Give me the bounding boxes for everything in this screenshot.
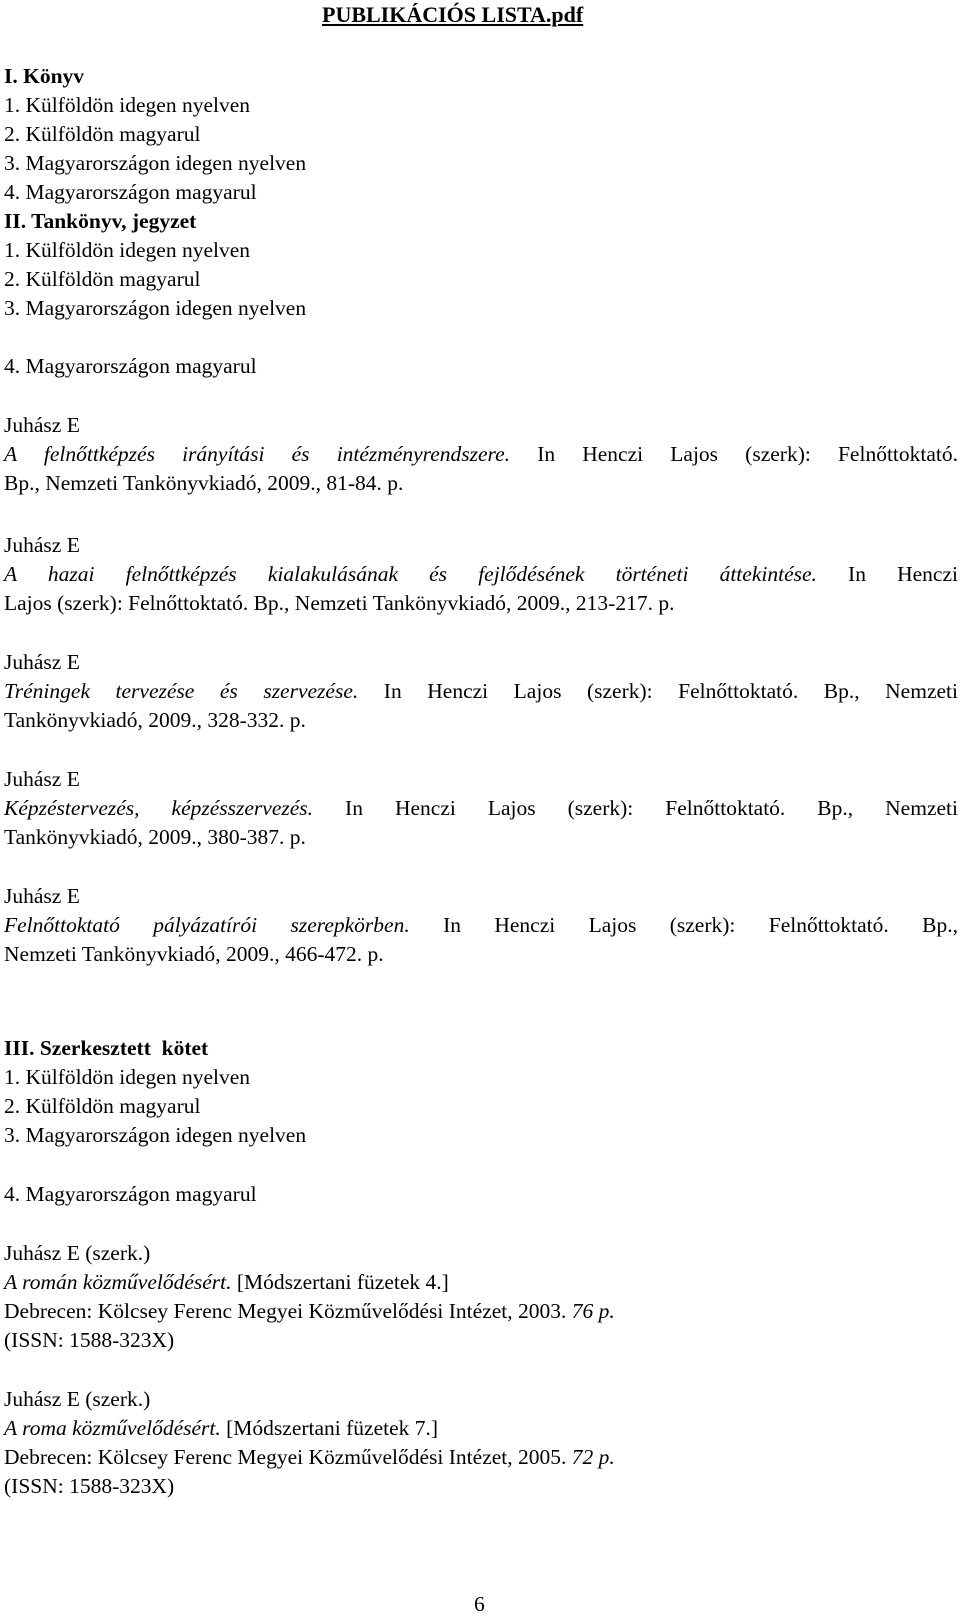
entry-title: Képzéstervezés, képzésszervezés. (4, 796, 314, 820)
entry-pages: 76 p. (571, 1299, 615, 1323)
entry-author: Juhász E (4, 650, 80, 674)
entry-line (4, 1443, 615, 1471)
entry-source: In Henczi Lajos (szerk): Felnőttoktató. (510, 442, 959, 466)
entry-author: Juhász E (szerk.) (4, 1241, 151, 1265)
entry-source: In Henczi Lajos (szerk): Felnőttoktató. Bp., (409, 913, 958, 937)
entry-title: A felnőttképzés irányítási és intézményrendszere. (4, 442, 511, 466)
entry-title: Felnőttoktató pályázatírói szerepkörben. (4, 913, 410, 937)
entry-line (4, 1268, 449, 1296)
list-item: 1. Külföldön idegen nyelven (4, 238, 251, 262)
entry-line (4, 911, 958, 939)
entry-line: Nemzeti Tankönyvkiadó, 2009., 466-472. p. (4, 942, 384, 966)
entry-source: In Henczi Lajos (szerk): Felnőttoktató. Bp., Nemzeti (313, 796, 958, 820)
list-item: 4. Magyarországon magyarul (4, 1182, 257, 1206)
page-number: 6 (474, 1592, 485, 1616)
entry-line (4, 440, 958, 468)
list-item: 3. Magyarországon idegen nyelven (4, 151, 307, 175)
document-title: PUBLIKÁCIÓS LISTA.pdf (322, 2, 584, 27)
entry-author: Juhász E (4, 884, 80, 908)
entry-pages: 72 p. (571, 1445, 615, 1469)
entry-title: Tréningek tervezése és szervezése. (4, 679, 359, 703)
entry-title: A hazai felnőttképzés kialakulásának és fejlődésének történeti áttekintése. (4, 562, 817, 586)
entry-publisher: Debrecen: Kölcsey Ferenc Megyei Közművelődési Intézet, 2005. (4, 1445, 572, 1469)
entry-issn: (ISSN: 1588-323X) (4, 1474, 175, 1498)
entry-line: Tankönyvkiadó, 2009., 328-332. p. (4, 708, 306, 732)
entry-publisher: Debrecen: Kölcsey Ferenc Megyei Közművelődési Intézet, 2003. (4, 1299, 572, 1323)
entry-title: A román közművelődésért. (4, 1270, 232, 1294)
list-item: 2. Külföldön magyarul (4, 267, 201, 291)
entry-author: Juhász E (4, 413, 80, 437)
list-item: 3. Magyarországon idegen nyelven (4, 296, 307, 320)
list-item: 4. Magyarországon magyarul (4, 180, 257, 204)
entry-line (4, 794, 958, 822)
entry-series: [Módszertani füzetek 4.] (231, 1270, 449, 1294)
entry-title: A roma közművelődésért. (4, 1416, 221, 1440)
list-item: 1. Külföldön idegen nyelven (4, 1065, 251, 1089)
section-heading-konyv: I. Könyv (4, 64, 85, 88)
entry-line (4, 677, 958, 705)
entry-line (4, 1297, 615, 1325)
entry-line: Bp., Nemzeti Tankönyvkiadó, 2009., 81-84. p. (4, 471, 404, 495)
entry-line (4, 1414, 438, 1442)
entry-source: In Henczi Lajos (szerk): Felnőttoktató. Bp., Nemzeti (358, 679, 958, 703)
section-heading-tankonyv: II. Tankönyv, jegyzet (4, 209, 197, 233)
section-heading-szerkesztett: III. Szerkesztett kötet (4, 1036, 209, 1060)
list-item: 2. Külföldön magyarul (4, 122, 201, 146)
entry-author: Juhász E (4, 533, 80, 557)
entry-issn: (ISSN: 1588-323X) (4, 1328, 175, 1352)
list-item: 1. Külföldön idegen nyelven (4, 93, 251, 117)
entry-source: In Henczi (816, 562, 958, 586)
entry-author: Juhász E (szerk.) (4, 1387, 151, 1411)
list-item: 3. Magyarországon idegen nyelven (4, 1123, 307, 1147)
entry-author: Juhász E (4, 767, 80, 791)
entry-line (4, 560, 958, 588)
entry-series: [Módszertani füzetek 7.] (220, 1416, 439, 1440)
list-item: 4. Magyarországon magyarul (4, 354, 257, 378)
list-item: 2. Külföldön magyarul (4, 1094, 201, 1118)
entry-line: Lajos (szerk): Felnőttoktató. Bp., Nemzeti Tankönyvkiadó, 2009., 213-217. p. (4, 591, 675, 615)
entry-line: Tankönyvkiadó, 2009., 380-387. p. (4, 825, 306, 849)
